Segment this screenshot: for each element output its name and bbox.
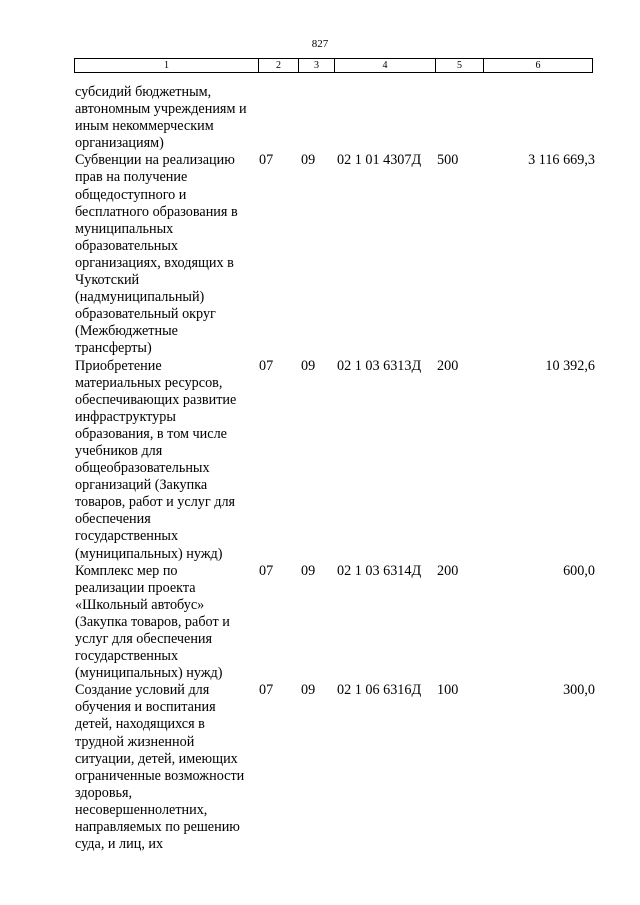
row-description: Субвенции на реализацию прав на получение общедоступного и бесплатного образования в муниципальных образовательных организациях, входящих в Чукотский (надмуниципальный) образовательный округ (Межбюджетные трансферты) — [75, 152, 238, 357]
row-expense-type: 200 — [437, 562, 459, 579]
row-target-article: 02 1 01 4307Д — [337, 152, 422, 169]
row-amount: 3 116 669,3 — [528, 152, 595, 169]
row-subsection-code: 09 — [301, 562, 316, 579]
row-description: Приобретение материальных ресурсов, обеспечивающих развитие инфраструктуры образования, в том числе учебников для общеобразовательных организаций (Закупка товаров, работ и услуг для обеспечения государственных (муниципальных) нужд) — [75, 357, 237, 562]
row-target-article: 02 1 03 6313Д — [337, 357, 422, 374]
row-target-article: 02 1 06 6316Д — [337, 682, 422, 699]
column-header-6: 6 — [484, 59, 593, 73]
row-section-code: 07 — [259, 562, 274, 579]
page-number: 827 — [311, 38, 329, 50]
table-row — [75, 358, 595, 563]
row-subsection-code: 09 — [301, 682, 316, 699]
column-header-5: 5 — [436, 59, 484, 73]
row-target-article: 02 1 03 6314Д — [337, 562, 422, 579]
row-section-code: 07 — [259, 357, 274, 374]
row-expense-type: 100 — [437, 682, 459, 699]
row-amount: 10 392,6 — [545, 357, 595, 374]
row-description: Комплекс мер по реализации проекта «Школьный автобус» (Закупка товаров, работ и услуг для обеспечения государственных (муниципальных) нужд) — [75, 562, 230, 682]
column-header-1: 1 — [75, 59, 259, 73]
row-amount: 300,0 — [563, 682, 595, 699]
row-subsection-code: 09 — [301, 357, 316, 374]
table-row — [75, 152, 595, 357]
column-header-table — [74, 58, 593, 73]
table-row — [75, 682, 595, 853]
row-subsection-code: 09 — [301, 152, 316, 169]
column-header-row — [75, 59, 593, 73]
budget-table-body — [75, 84, 595, 853]
table-row — [75, 84, 595, 152]
column-header-2: 2 — [259, 59, 299, 73]
column-header-4: 4 — [335, 59, 436, 73]
row-description: Создание условий для обучения и воспитания детей, находящихся в трудной жизненной ситуации, детей, имеющих ограниченные возможности здоровья, несовершеннолетних, направляемых по решению суда, и лиц, их — [75, 682, 245, 853]
column-header-3: 3 — [299, 59, 335, 73]
row-expense-type: 500 — [437, 152, 459, 169]
row-amount: 600,0 — [563, 562, 595, 579]
row-description: субсидий бюджетным, автономным учреждениям и иным некоммерческим организациям) — [75, 84, 247, 152]
row-section-code: 07 — [259, 682, 274, 699]
table-row — [75, 563, 595, 683]
row-section-code: 07 — [259, 152, 274, 169]
row-expense-type: 200 — [437, 357, 459, 374]
